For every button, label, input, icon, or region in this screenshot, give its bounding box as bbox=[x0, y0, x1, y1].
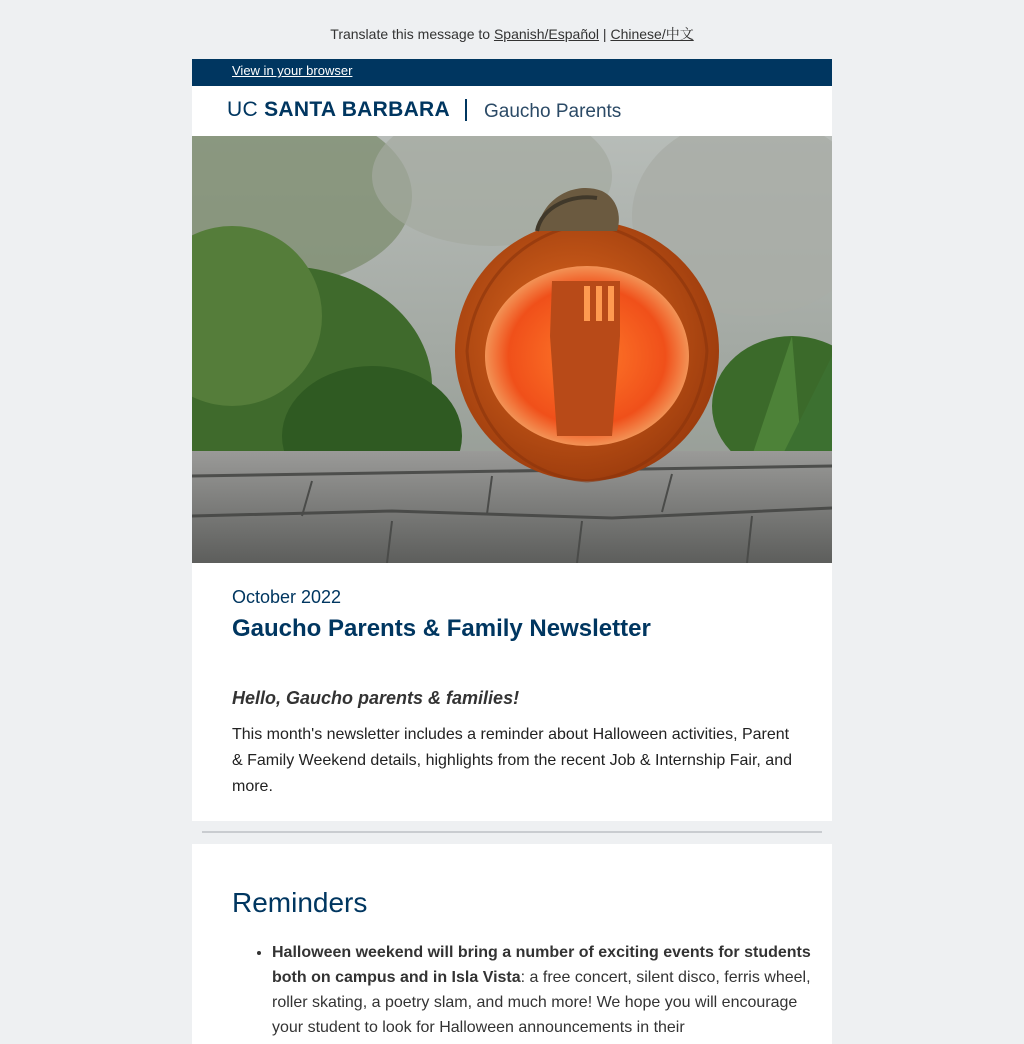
translate-spanish-link[interactable]: Spanish/Español bbox=[493, 26, 600, 42]
newsletter-title: Gaucho Parents & Family Newsletter bbox=[232, 615, 651, 642]
translate-chinese-link[interactable]: Chinese/中文 bbox=[610, 26, 694, 42]
issue-date: October 2022 bbox=[232, 587, 342, 607]
greeting: Hello, Gaucho parents & families! bbox=[232, 688, 520, 708]
reminder-1-text: : a free concert, silent disco, ferris wheel, roller skating, a poetry slam, and much more! We hope you will encourage your student to look for Halloween announcements in their bbox=[272, 969, 811, 1036]
reminder-1-bold: Halloween weekend will bring a number of exciting events for students both on campus and in Isla Vista bbox=[272, 944, 811, 986]
reminders-section bbox=[192, 844, 832, 1044]
logo-subtitle: Gaucho Parents bbox=[484, 101, 622, 122]
header-logo bbox=[192, 86, 832, 136]
logo-separator bbox=[465, 99, 467, 121]
section-divider bbox=[192, 821, 832, 844]
translate-divider: | bbox=[602, 26, 607, 42]
reminders-heading: Reminders bbox=[232, 887, 368, 918]
view-in-browser-link[interactable]: View in your browser bbox=[232, 63, 353, 78]
intro-paragraph: This month's newsletter includes a reminder about Halloween activities, Parent & Family Weekend details, highlights from the recent Job & Internship Fair, and more. bbox=[232, 726, 792, 795]
translate-bar bbox=[0, 24, 1024, 44]
hero-pumpkin-image bbox=[192, 136, 832, 563]
list-item bbox=[272, 940, 832, 1040]
translate-prefix: Translate this message to bbox=[330, 26, 491, 42]
email-container bbox=[192, 59, 832, 1044]
reminders-list bbox=[232, 940, 832, 1040]
email-top-bar bbox=[192, 59, 832, 86]
ucsb-wordmark bbox=[227, 98, 450, 122]
logo-uc: UC bbox=[227, 98, 258, 121]
logo-santa-barbara: SANTA BARBARA bbox=[264, 98, 450, 121]
intro-section bbox=[192, 563, 832, 821]
